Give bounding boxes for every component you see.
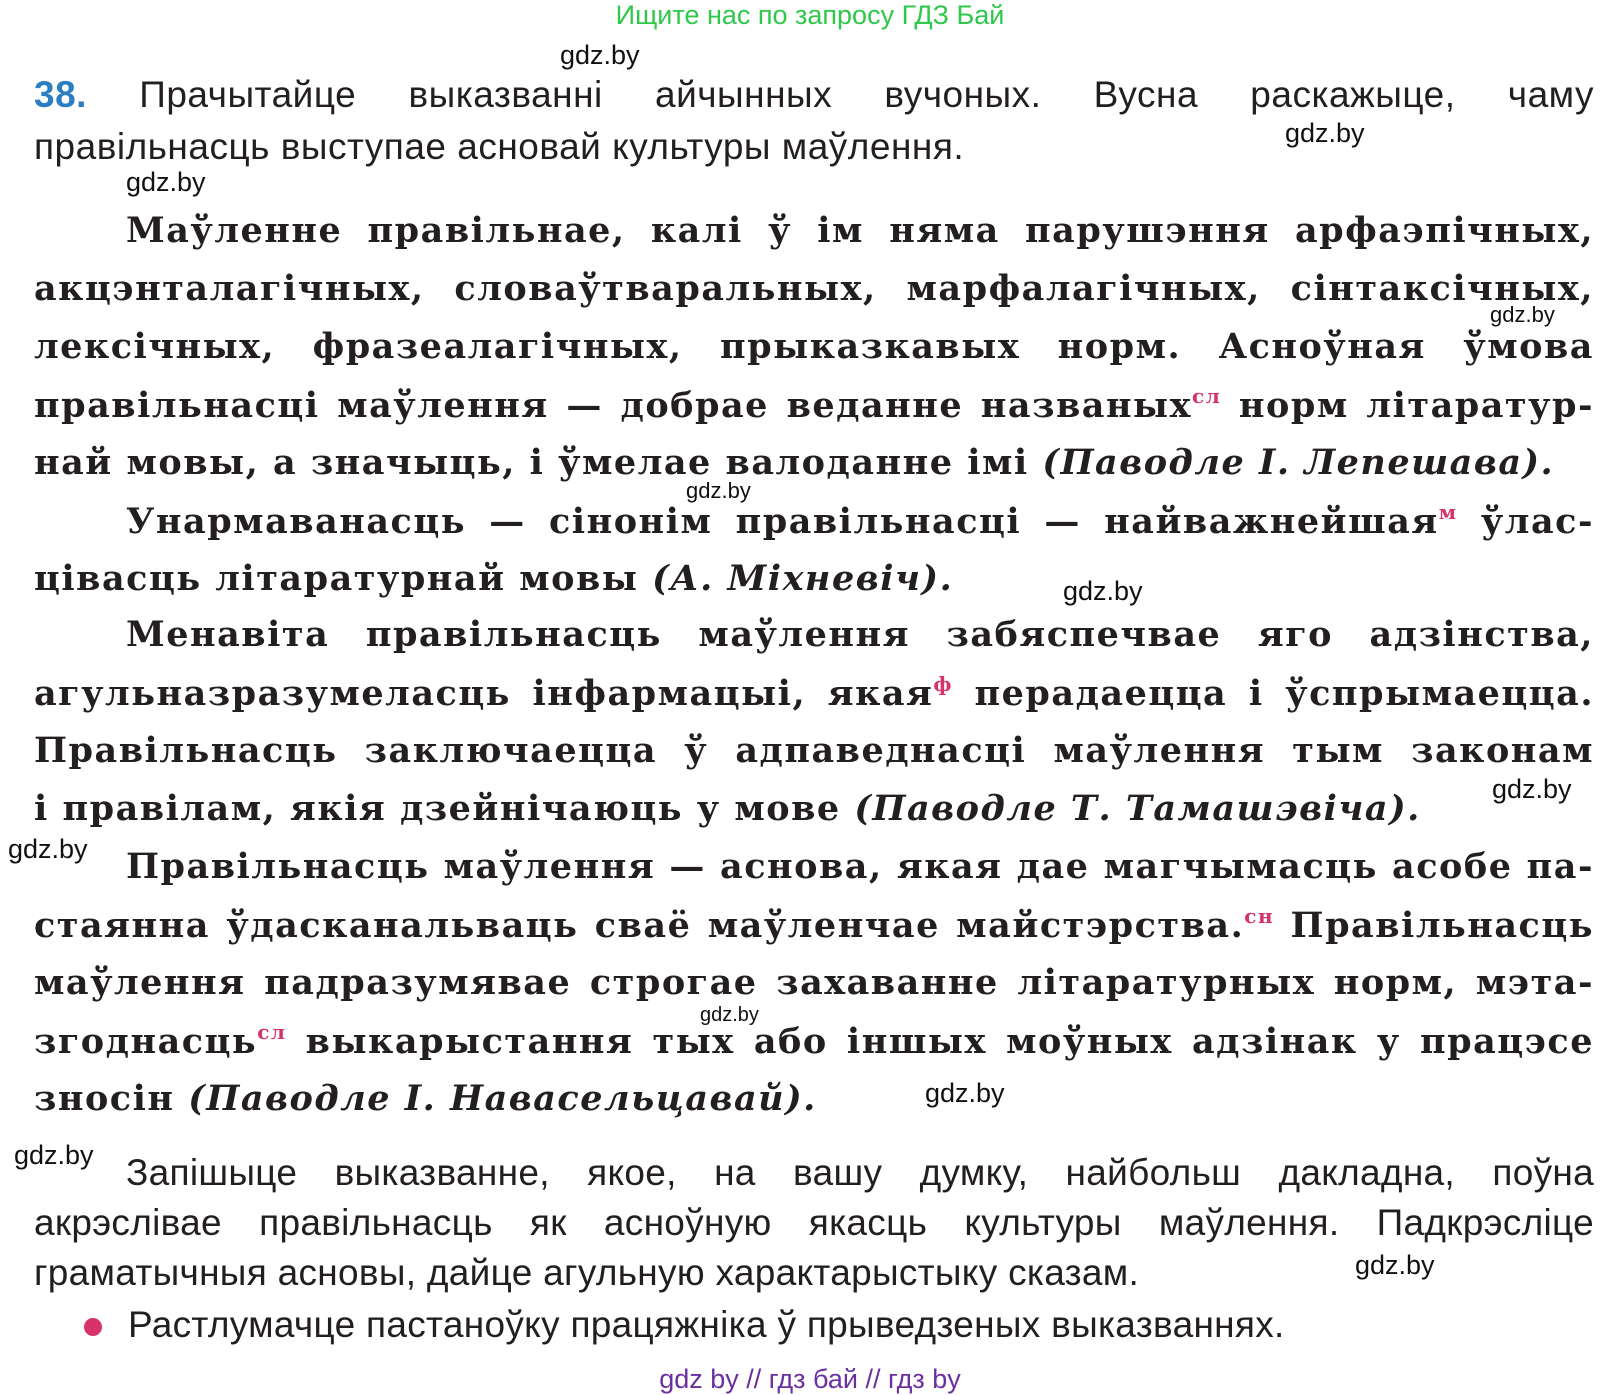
quote-line: цівасць літаратурнай мовы (А. Міхневіч).: [34, 558, 954, 599]
watermark: gdz.by: [1490, 302, 1555, 327]
quote-line: агульназразумеласць інфармацыі, якая$^ф$ перадаецца і ўспрымаецца.: [34, 672, 1595, 714]
bullet-icon: [84, 1318, 102, 1336]
quote-line: і правілам, якія дзейнічаюць у мове (Паводле Т. Тамашэвіча).: [34, 788, 1421, 829]
quote-line: стаянна ўдасканальваць сваё маўленчае майстэрства.$^{сн}$ Правільнасць: [34, 904, 1594, 946]
task-text-line: правільнасць выступае асновай культуры маўлення.: [34, 126, 965, 167]
quote-line: правільнасці маўлення — добрае веданне названых$^{сл}$ норм літаратур-: [34, 384, 1594, 426]
watermark: gdz.by: [700, 1004, 759, 1026]
citation: (Паводле І. Лепешава).: [1042, 442, 1555, 483]
watermark: gdz.by: [14, 1140, 94, 1170]
top-banner[interactable]: Ищите нас по запросу ГДЗ Бай: [615, 0, 1005, 30]
footer-watermark[interactable]: gdz by // гдз бай // гдз by: [659, 1364, 961, 1394]
quote-line: лексічных, фразеалагічных, прыказкавых норм. Асноўная ўмова: [34, 326, 1594, 367]
watermark: gdz.by: [8, 834, 88, 864]
watermark: gdz.by: [560, 40, 640, 70]
quote-line: Правільнасць заключаецца ў адпаведнасці маўлення тым законам: [34, 730, 1594, 771]
assignment-line: акрэслівае правільнасць як асноўную якасць культуры маўлення. Падкрэсліце: [34, 1202, 1594, 1243]
quote-line: зносін (Паводле І. Навасельцавай).: [34, 1078, 817, 1119]
assignment-line: граматычныя асновы, дайце агульную характарыстыку сказам.: [34, 1252, 1140, 1293]
quote-line: Правільнасць маўлення — аснова, якая дае магчымасць асобе па-: [126, 846, 1594, 887]
bullet-text: Растлумачце пастаноўку працяжніка ў прыведзеных выказваннях.: [128, 1304, 1285, 1345]
style-mark: сл: [257, 1020, 287, 1044]
watermark: gdz.by: [686, 478, 751, 503]
citation: (Паводле Т. Тамашэвіча).: [854, 788, 1421, 829]
task-number: 38.: [34, 74, 87, 115]
quote-line: Менавіта правільнасць маўлення забяспечвае яго адзінства,: [126, 614, 1594, 655]
task-text-line: 38. Прачытайце выказванні айчынных вучоных. Вусна раскажыце, чаму: [34, 74, 1595, 115]
citation: (А. Міхневіч).: [652, 558, 954, 599]
style-mark: сл: [1192, 384, 1222, 408]
style-mark: м: [1438, 500, 1458, 524]
style-mark: сн: [1244, 904, 1275, 928]
watermark: gdz.by: [1063, 576, 1143, 606]
watermark: gdz.by: [1492, 774, 1572, 804]
quote-line: най мовы, а значыць, і ўмелае валоданне імі (Паводле І. Лепешава).: [34, 442, 1555, 483]
quote-line: маўлення падразумявае строгае захаванне літаратурных норм, мэта-: [34, 962, 1594, 1003]
citation: (Паводле І. Навасельцавай).: [188, 1078, 817, 1119]
quote-line: Маўленне правільнае, калі ў ім няма парушэння арфаэпічных,: [126, 210, 1594, 251]
watermark: gdz.by: [925, 1078, 1005, 1108]
watermark: gdz.by: [1285, 118, 1365, 148]
watermark: gdz.by: [126, 167, 206, 197]
quote-line: акцэнталагічных, словаўтваральных, марфалагічных, сінтаксічных,: [34, 268, 1594, 309]
style-mark: ф: [933, 672, 953, 696]
quote-line: згоднасць$^{сл}$ выкарыстання тых або іншых моўных адзінак у працэсе: [34, 1020, 1594, 1062]
assignment-line: Запішыце выказванне, якое, на вашу думку, найбольш дакладна, поўна: [126, 1152, 1594, 1193]
watermark: gdz.by: [1355, 1250, 1435, 1280]
quote-line: Унармаванасць — сінонім правільнасці — найважнейшая$^м$ ўлас-: [126, 500, 1594, 542]
